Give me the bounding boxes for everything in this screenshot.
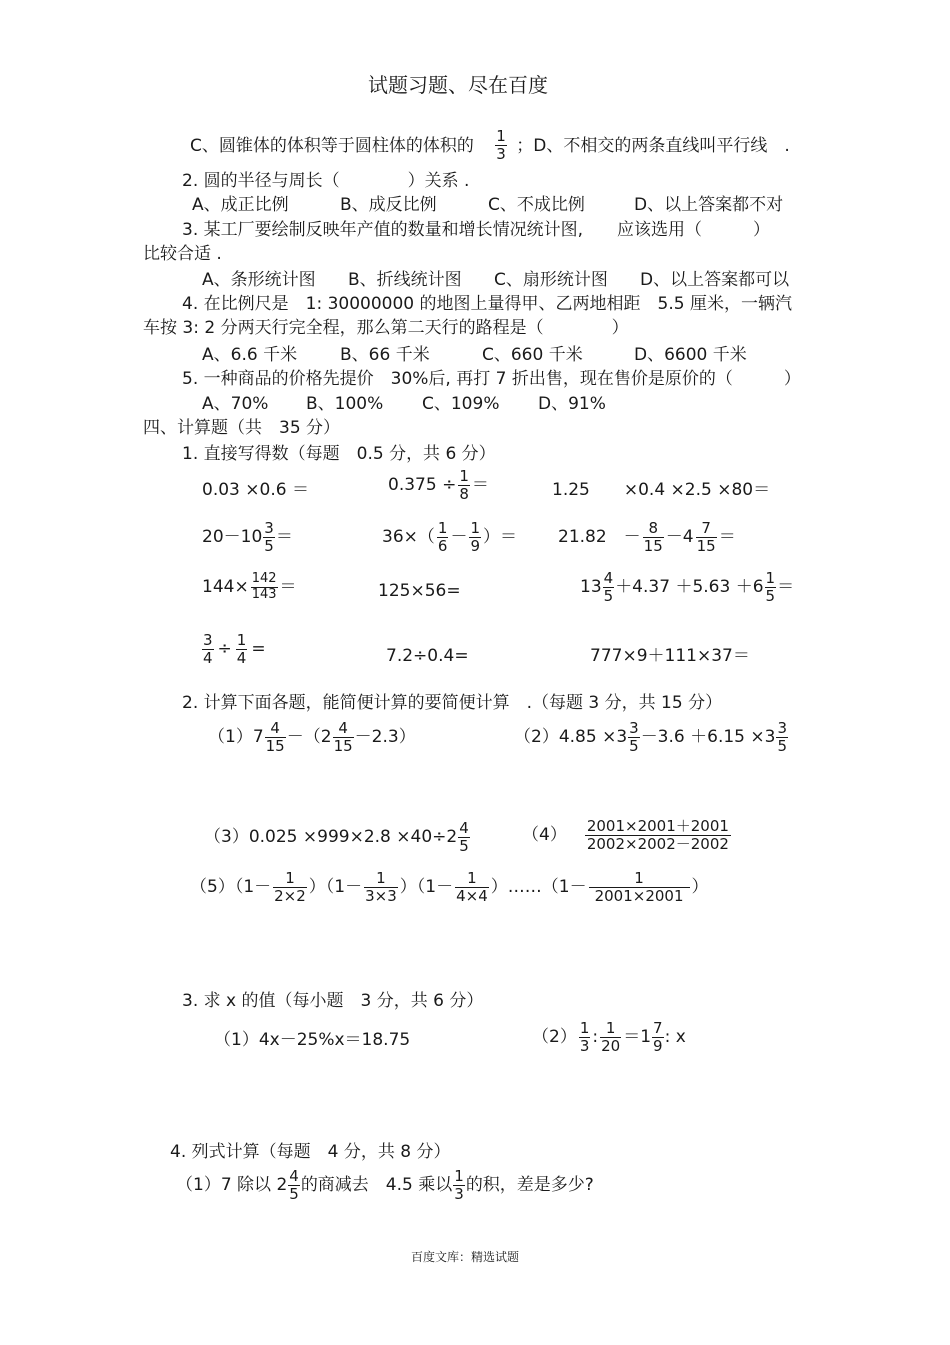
option-line-c-d: [190, 128, 790, 164]
fraction: $\frac{3}{4}$: [203, 631, 213, 668]
calc-2: （2）4.85 ×3 $\frac{3}{5}$ －3.6 ＋6.15 ×3 $\frac{3}{5}$: [514, 719, 787, 756]
q5-option-b: B、100%: [306, 394, 384, 414]
calc-3: （3）0.025 ×999×2.8 ×40÷2 $\frac{4}{5}$: [204, 819, 469, 856]
calc-4: （4） $\frac{2001\times 2001+2001}{2002\times 2002-2002}$: [522, 817, 729, 854]
fraction: $\frac{4}{5}$: [289, 1167, 299, 1204]
q2-option-c: C、不成比例: [488, 195, 585, 215]
calc-5: （5）（1－ $\frac{1}{2\times 2}$ ）（1－ $\frac{1}{3\times 3}$ ）（1－ $\frac{1}{4\times 4}$ ）……（1－ $\frac{1}{2001\times 2001}$ ）: [190, 869, 709, 906]
q2-option-d: D、以上答案都不对: [634, 195, 784, 215]
expr-5: 36×（ $\frac{1}{6}$ － $\frac{1}{9}$ ）＝: [382, 519, 517, 556]
word-problem-1: （1）7 除以 2 $\frac{4}{5}$ 的商减去 4.5 乘以 $\frac{1}{3}$ 的积，差是多少?: [176, 1167, 594, 1204]
fraction: $\frac{142}{143}$: [251, 571, 277, 602]
q3-option-a: A、条形统计图: [202, 270, 316, 290]
q4-option-c: C、660 千米: [482, 345, 583, 365]
fraction: $\frac{8}{15}$: [643, 519, 663, 556]
part-2-title: 2. 计算下面各题，能简便计算的要简便计算 .（每题 3 分，共 15 分）: [182, 693, 723, 713]
fraction: $\frac{1}{3}$: [579, 1019, 590, 1056]
fraction: $\frac{1}{9}$: [470, 519, 480, 556]
fraction: $\frac{1}{3}$: [496, 127, 506, 164]
q5-option-a: A、70%: [202, 394, 269, 414]
part-1-title: 1. 直接写得数（每题 0.5 分，共 6 分）: [182, 444, 496, 464]
page-title: 试题习题、尽在百度: [368, 73, 548, 97]
expr-4: 20－10 $\frac{3}{5}$ ＝: [202, 519, 293, 556]
solve-x-1: （1）4x－25%x＝18.75: [214, 1030, 411, 1050]
fraction: $\frac{4}{15}$: [265, 719, 285, 756]
fraction: $\frac{1}{3\times 3}$: [365, 869, 397, 906]
fraction: $\frac{1}{2\times 2}$: [274, 869, 306, 906]
question-5: 5. 一种商品的价格先提价 30%后, 再打 7 折出售，现在售价是原价的（ ）: [182, 369, 801, 389]
question-4-line1: 4. 在比例尺是 1: 30000000 的地图上量得甲、乙两地相距 5.5 厘米，一辆汽: [182, 294, 792, 314]
fraction: $\frac{1}{20}$: [601, 1019, 621, 1056]
question-2: 2. 圆的半径与周长（ ）关系 .: [182, 171, 470, 191]
q3-option-d: D、以上答案都可以: [640, 270, 790, 290]
question-3-line1: 3. 某工厂要绘制反映年产值的数量和增长情况统计图, 应该选用（ ）: [182, 220, 771, 240]
q5-option-d: D、91%: [538, 394, 606, 414]
fraction: $\frac{3}{5}$: [777, 719, 787, 756]
expr-8: 125×56=: [378, 581, 461, 601]
fraction: $\frac{1}{3}$: [454, 1167, 464, 1204]
part-3-title: 3. 求 x 的值（每小题 3 分，共 6 分）: [182, 991, 484, 1011]
question-4-line2: 车按 3: 2 分两天行完全程，那么第二天行的路程是（ ）: [143, 318, 629, 338]
fraction: $\frac{3}{5}$: [629, 719, 639, 756]
q5-option-c: C、109%: [422, 394, 500, 414]
q2-option-a: A、成正比例: [192, 195, 289, 215]
q4-option-d: D、6600 千米: [634, 345, 747, 365]
expr-7: 144× $\frac{142}{143}$ ＝: [202, 571, 297, 602]
expr-9: 13 $\frac{4}{5}$ ＋4.37 ＋5.63 ＋6 $\frac{1}{5}$ ＝: [580, 569, 795, 606]
calc-1: （1）7 $\frac{4}{15}$ －（2 $\frac{4}{15}$ －2.3）: [208, 719, 416, 756]
expr-3: 1.25 ×0.4 ×2.5 ×80＝: [552, 480, 771, 500]
question-3-line2: 比较合适 .: [143, 244, 222, 264]
option-d-text: ；D、不相交的两条直线叫平行线 .: [516, 135, 790, 156]
fraction: $\frac{3}{5}$: [264, 519, 274, 556]
expr-6: 21.82 － $\frac{8}{15}$ －4 $\frac{7}{15}$ ＝: [558, 519, 736, 556]
fraction: $\frac{2001\times 2001+2001}{2002\times 2002-2002}$: [586, 817, 729, 854]
fraction: $\frac{1}{5}$: [765, 569, 776, 606]
q4-option-a: A、6.6 千米: [202, 345, 298, 365]
option-c-text: C、圆锥体的体积等于圆柱体的体积的: [190, 135, 474, 156]
fraction: $\frac{7}{15}$: [696, 519, 716, 556]
fraction: $\frac{1}{4}$: [236, 631, 247, 668]
expr-11: 7.2÷0.4=: [386, 646, 469, 666]
fraction: $\frac{1}{6}$: [437, 519, 448, 556]
q3-option-c: C、扇形统计图: [494, 270, 608, 290]
fraction: $\frac{1}{2001\times 2001}$: [589, 870, 690, 906]
expr-10: $\frac{3}{4}$ ÷ $\frac{1}{4}$ =: [203, 631, 266, 668]
fraction: $\frac{4}{5}$: [603, 569, 614, 606]
part-4-title: 4. 列式计算（每题 4 分，共 8 分）: [170, 1142, 451, 1162]
expr-12: 777×9＋111×37＝: [590, 646, 750, 666]
fraction: $\frac{4}{15}$: [333, 719, 353, 756]
solve-x-2: （2） $\frac{1}{3}$ : $\frac{1}{20}$ ＝1 $\frac{7}{9}$ : x: [532, 1019, 686, 1056]
q4-option-b: B、66 千米: [340, 345, 430, 365]
expr-1: 0.03 ×0.6 ＝: [202, 480, 309, 500]
expr-2: 0.375 ÷ $\frac{1}{8}$ ＝: [388, 467, 489, 504]
section-4-title: 四、计算题（共 35 分）: [143, 418, 341, 438]
fraction: $\frac{1}{8}$: [459, 467, 469, 504]
fraction: $\frac{4}{5}$: [459, 819, 469, 856]
page-footer: 百度文库：精选试题: [411, 1250, 520, 1264]
fraction: $\frac{7}{9}$: [653, 1019, 663, 1056]
fraction: $\frac{1}{4\times 4}$: [456, 869, 488, 906]
q3-option-b: B、折线统计图: [348, 270, 462, 290]
q2-option-b: B、成反比例: [340, 195, 437, 215]
